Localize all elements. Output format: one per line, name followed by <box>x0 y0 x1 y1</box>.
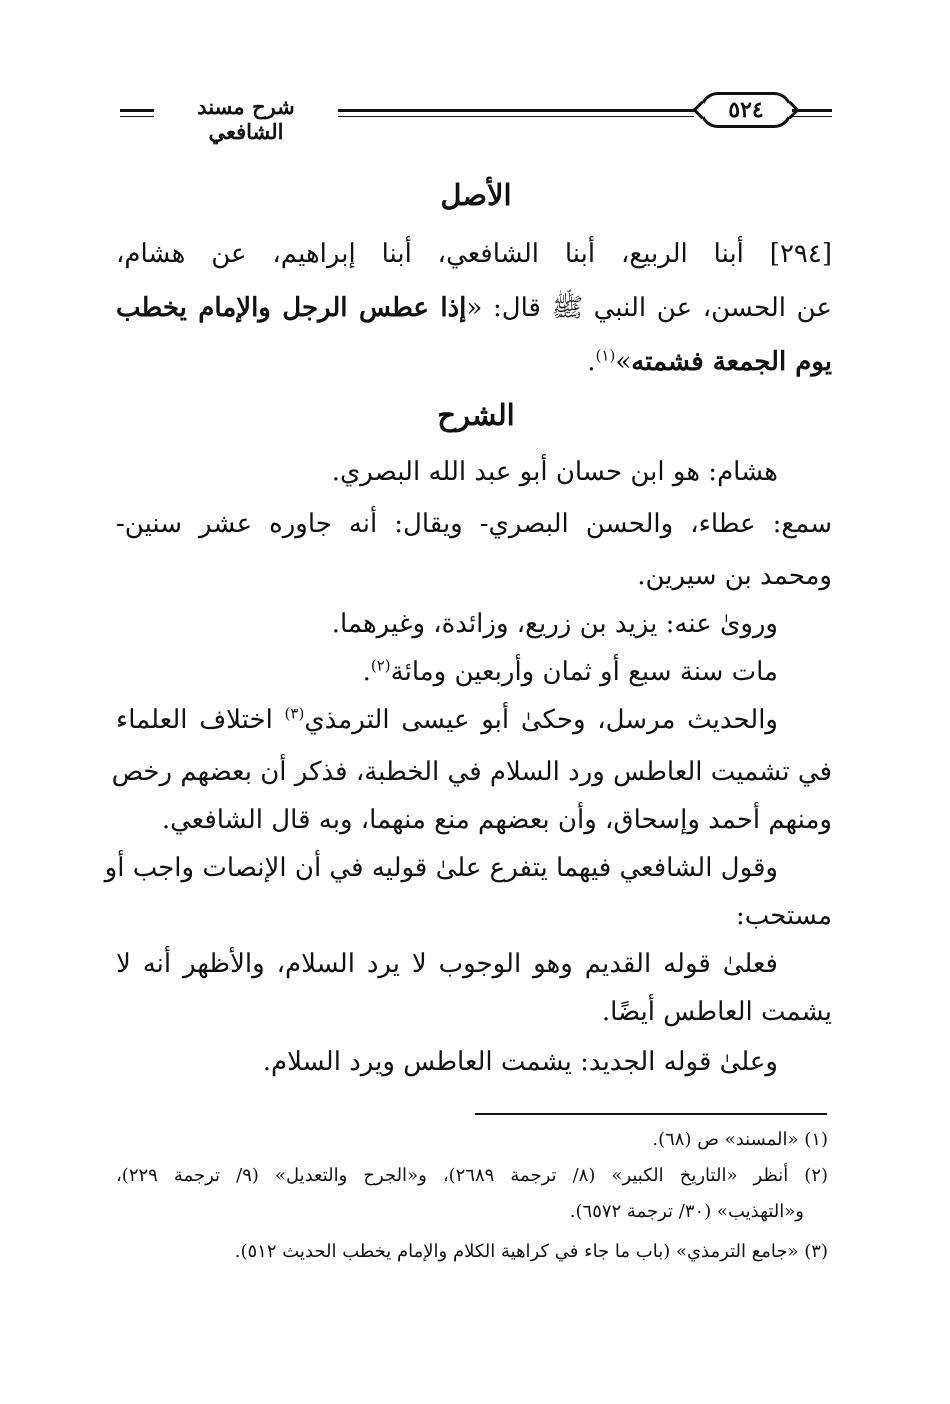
sharh-p2-line-1: سمع: عطاء، والحسن البصري- ويقال: أنه جاوره عشر سنين- <box>116 509 832 539</box>
sharh-p4 <box>116 652 778 692</box>
running-title: شرح مسند الشافعي <box>197 94 295 144</box>
footnote-separator <box>475 1113 827 1115</box>
header-rule-right <box>792 109 832 117</box>
hadith-text-part-2: يوم الجمعة فشمته <box>631 347 832 377</box>
footnote-2-line-1: (٢) أنظر «التاريخ الكبير» (٨/ ترجمة ٢٦٨٩)، و«الجرح والتعديل» (٩/ ترجمة ٢٢٩)، <box>116 1165 829 1186</box>
period: . <box>587 347 596 377</box>
footnote-1: (١) «المسند» ص (٦٨). <box>652 1129 828 1150</box>
sharh-p5-line-2: في تشميت العاطس ورد السلام في الخطبة، فذكر أن بعضهم رخص <box>111 757 832 787</box>
asl-line-1: [٢٩٤] أبنا الربيع، أبنا الشافعي، أبنا إبراهيم، عن هشام، <box>116 239 832 269</box>
quote-close: » <box>615 347 632 377</box>
sharh-p6-line-1: وقول الشافعي فيهما يتفرع علىٰ قوليه في أن الإنصات واجب أو <box>104 853 778 883</box>
sharh-p3: وروىٰ عنه: يزيد بن زريع، وزائدة، وغيرهما. <box>331 609 778 639</box>
sharh-p7-line-1: فعلىٰ قوله القديم وهو الوجوب لا يرد السلام، والأظهر أنه لا <box>116 949 778 979</box>
hadith-text-part-1: إذا عطس الرجل والإمام يخطب <box>116 293 467 323</box>
header-rule-left <box>120 109 154 117</box>
page-number-badge <box>700 92 792 128</box>
sharh-p5-line-1-a: والحديث مرسل، وحكىٰ أبو عيسى الترمذي <box>304 705 778 735</box>
footnote-ref-2: (٢) <box>370 656 391 675</box>
sharh-p6-line-2: مستحب: <box>735 901 832 931</box>
heading-sharh: الشرح <box>437 398 515 432</box>
sharh-p8: وعلىٰ قوله الجديد: يشمت العاطس ويرد السلام. <box>262 1047 778 1077</box>
page-number: ٥٢٤ <box>728 97 764 123</box>
sharh-p1: هشام: هو ابن حسان أبو عبد الله البصري. <box>331 457 778 487</box>
asl-line-2-plain: عن الحسن، عن النبي ﷺ قال: « <box>466 293 832 323</box>
period: . <box>362 657 371 687</box>
page-header <box>120 92 832 144</box>
heading-asl: الأصل <box>440 178 512 212</box>
footnote-2-line-2: و«التهذيب» (٣٠/ ترجمة ٦٥٧٢). <box>569 1201 804 1222</box>
sharh-p5-line-1 <box>116 700 778 740</box>
footnote-ref-1: (١) <box>595 346 616 365</box>
header-rule-middle <box>338 109 694 117</box>
sharh-p5-line-3: ومنهم أحمد وإسحاق، وأن بعضهم منع منهما، وبه قال الشافعي. <box>161 805 832 835</box>
sharh-p2-line-2: ومحمد بن سيرين. <box>637 561 832 591</box>
sharh-p7-line-2: يشمت العاطس أيضًا. <box>601 997 832 1027</box>
footnote-ref-3: (٣) <box>284 704 305 723</box>
asl-line-2 <box>116 288 832 328</box>
sharh-p4-text: مات سنة سبع أو ثمان وأربعين ومائة <box>390 657 778 687</box>
sharh-p5-line-1-b: اختلاف العلماء <box>116 705 285 735</box>
asl-line-3 <box>116 342 832 382</box>
footnote-3: (٣) «جامع الترمذي» (باب ما جاء في كراهية الكلام والإمام يخطب الحديث ٥١٢). <box>234 1241 828 1262</box>
